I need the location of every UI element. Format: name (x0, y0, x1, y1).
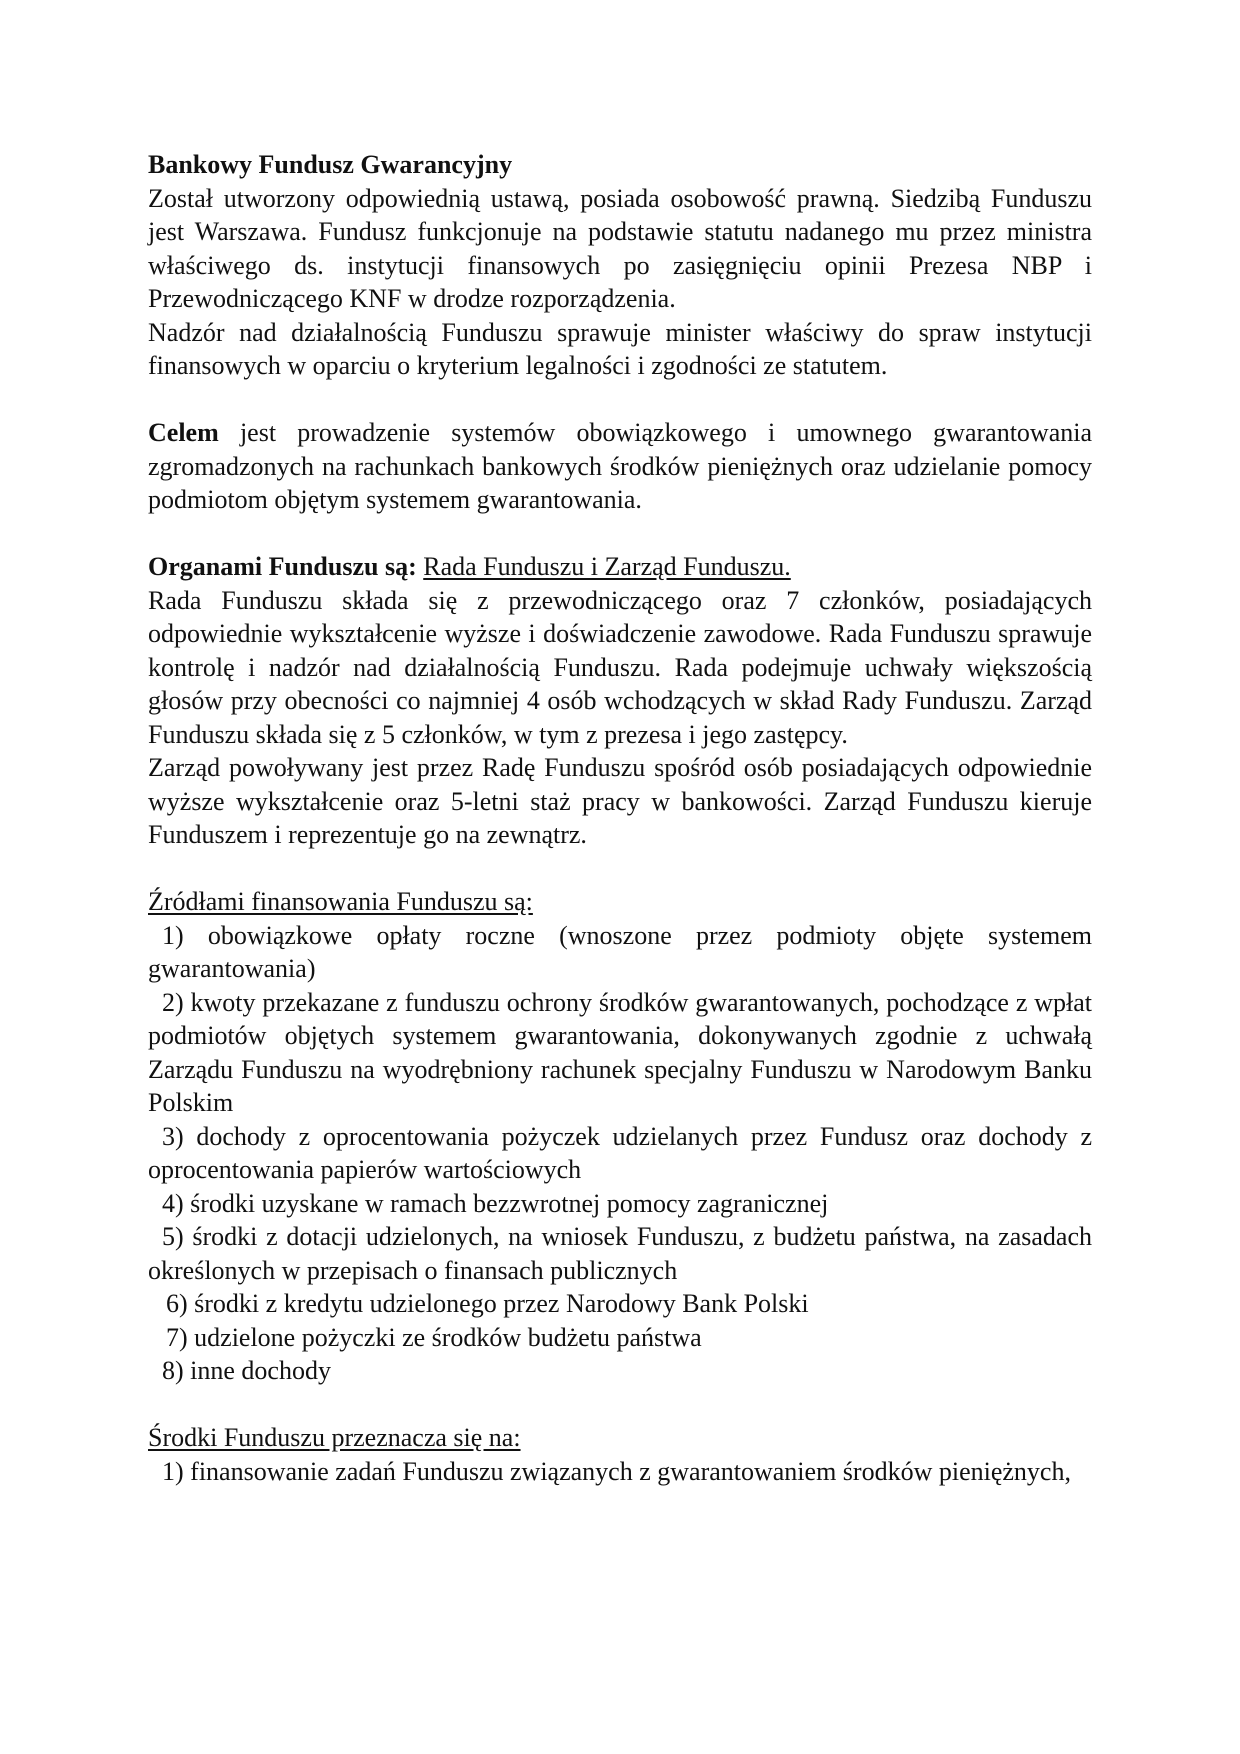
document-page (148, 148, 1092, 1488)
paragraph-gap (148, 517, 1092, 551)
goal-text: jest prowadzenie systemów obowiązkowego i umownego gwarantowania zgromadzonych na rachunkach bankowych środków pieniężnych oraz udzielanie pomocy podmiotom objętym systemem gwarantowania. (148, 418, 1092, 514)
sources-item-5: 5) środki z dotacji udzielonych, na wniosek Funduszu, z budżetu państwa, na zasadach określonych w przepisach o finansach publicznych (148, 1222, 1092, 1285)
sources-heading: Źródłami finansowania Funduszu są: (148, 887, 533, 916)
sources-item-7: 7) udzielone pożyczki ze środków budżetu państwa (166, 1322, 702, 1352)
sources-item-1: 1) obowiązkowe opłaty roczne (wnoszone przez podmioty objęte systemem gwarantowania) (148, 920, 1092, 983)
paragraph-gap (148, 1388, 1092, 1422)
organs-lead: Organami Funduszu są: (148, 552, 417, 581)
intro-paragraph-2: Nadzór nad działalnością Funduszu sprawuje minister właściwy do spraw instytucji finansowych w oparciu o kryterium legalności i zgodności ze statutem. (148, 317, 1092, 380)
sources-item-4: 4) środki uzyskane w ramach bezzwrotnej pomocy zagranicznej (162, 1188, 829, 1218)
goal-paragraph (148, 416, 1092, 517)
document-title: Bankowy Fundusz Gwarancyjny (148, 150, 513, 179)
uses-heading: Środki Funduszu przeznacza się na: (148, 1423, 521, 1452)
goal-lead: Celem (148, 418, 219, 447)
organs-heading (148, 550, 1092, 584)
organs-paragraph-1: Rada Funduszu składa się z przewodniczącego oraz 7 członków, posiadających odpowiednie wykształcenie wyższe i doświadczenie zawodowe. Rada Funduszu sprawuje kontrolę i nadzór nad działalnością Funduszu. Rada podejmuje uchwały większością głosów przy obecności co najmniej 4 osób wchodzących w skład Rady Funduszu. Zarząd Funduszu składa się z 5 członków, w tym z prezesa i jego zastępcy. (148, 585, 1092, 749)
sources-item-2: 2) kwoty przekazane z funduszu ochrony środków gwarantowanych, pochodzące z wpłat podmiotów objętych systemem gwarantowania, dokonywanych zgodnie z uchwałą Zarządu Funduszu na wyodrębniony rachunek specjalny Funduszu w Narodowym Banku Polskim (148, 987, 1092, 1117)
sources-item-3: 3) dochody z oprocentowania pożyczek udzielanych przez Fundusz oraz dochody z oprocentowania papierów wartościowych (148, 1121, 1092, 1184)
paragraph-gap (148, 383, 1092, 417)
sources-item-8: 8) inne dochody (162, 1356, 331, 1385)
uses-item-1: 1) finansowanie zadań Funduszu związanych z gwarantowaniem środków pieniężnych, (162, 1456, 1071, 1486)
organs-names: Rada Funduszu i Zarząd Funduszu. (423, 552, 791, 581)
paragraph-gap (148, 852, 1092, 886)
intro-paragraph-1: Został utworzony odpowiednią ustawą, posiada osobowość prawną. Siedzibą Funduszu jest Warszawa. Fundusz funkcjonuje na podstawie statutu nadanego mu przez ministra właściwego ds. instytucji finansowych po zasięgnięciu opinii Prezesa NBP i Przewodniczącego KNF w drodze rozporządzenia. (148, 183, 1092, 313)
organs-paragraph-2: Zarząd powoływany jest przez Radę Funduszu spośród osób posiadających odpowiednie wyższe wykształcenie oraz 5-letni staż pracy w bankowości. Zarząd Funduszu kieruje Funduszem i reprezentuje go na zewnątrz. (148, 753, 1092, 849)
sources-item-6: 6) środki z kredytu udzielonego przez Narodowy Bank Polski (166, 1289, 809, 1318)
